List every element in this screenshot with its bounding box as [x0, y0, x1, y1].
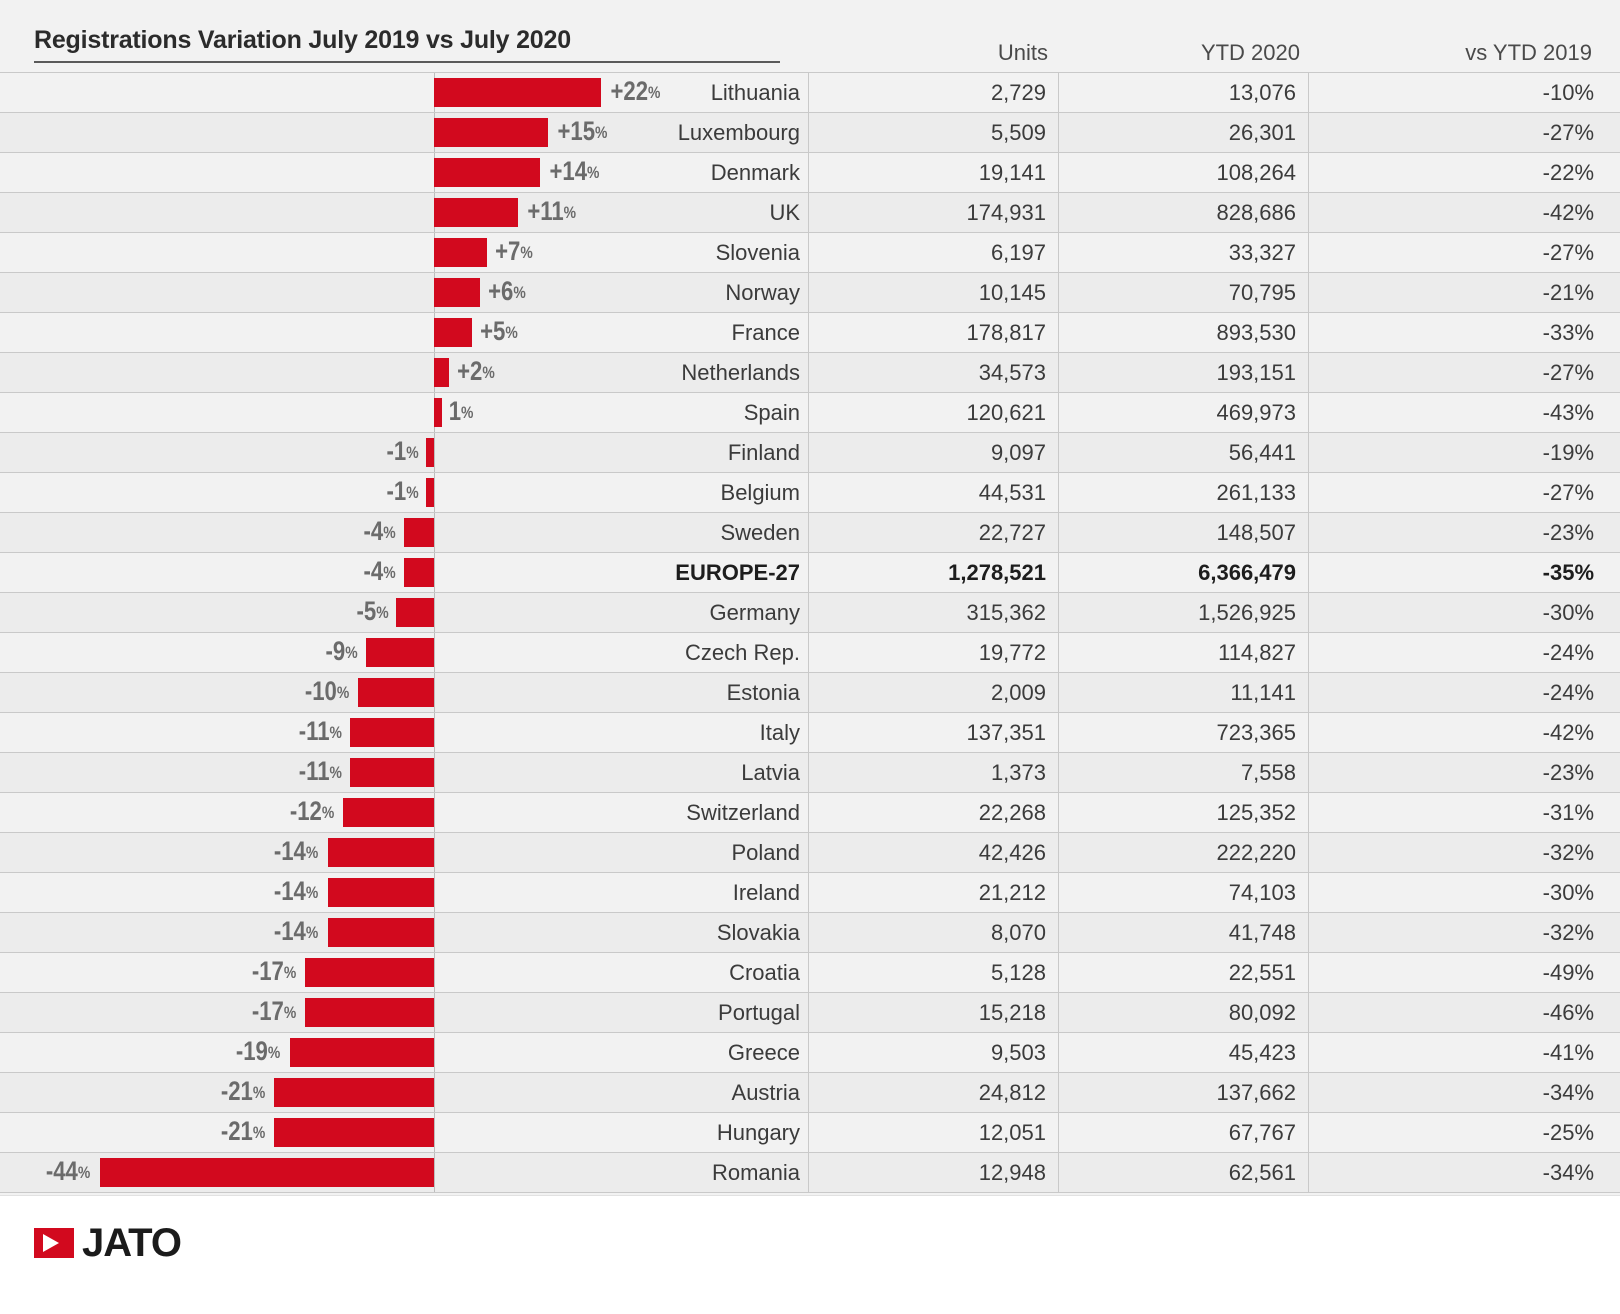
cell-ytd-2020: 56,441 [1058, 433, 1308, 472]
bar [434, 198, 518, 227]
cell-units: 42,426 [808, 833, 1058, 872]
zero-axis-line [434, 473, 435, 512]
cell-vs-ytd-2019: -19% [1308, 433, 1620, 472]
table-row [0, 1073, 1620, 1113]
cell-units: 5,128 [808, 953, 1058, 992]
zero-axis-line [434, 753, 435, 792]
cell-ytd-2020: 137,662 [1058, 1073, 1308, 1112]
bar-cell [0, 953, 808, 992]
cell-units: 22,268 [808, 793, 1058, 832]
bar-cell [0, 993, 808, 1032]
bar-cell [0, 1153, 808, 1192]
country-label: Croatia [729, 960, 800, 985]
bar-value-label: -17% [251, 956, 296, 986]
bar-value-label: +15% [557, 116, 608, 146]
zero-axis-line [434, 993, 435, 1032]
table-row [0, 953, 1620, 993]
cell-units: 120,621 [808, 393, 1058, 432]
cell-units: 137,351 [808, 713, 1058, 752]
cell-units: 24,812 [808, 1073, 1058, 1112]
bar-value-label: +11% [526, 196, 576, 226]
bar-cell [0, 913, 808, 952]
country-label: Poland [731, 840, 800, 865]
bar [358, 678, 434, 707]
cell-ytd-2020: 828,686 [1058, 193, 1308, 232]
cell-vs-ytd-2019: -49% [1308, 953, 1620, 992]
cell-vs-ytd-2019: -41% [1308, 1033, 1620, 1072]
bar-value-label: 1% [448, 396, 474, 426]
cell-units: 1,278,521 [808, 553, 1058, 592]
bar [434, 278, 480, 307]
bar [434, 118, 548, 147]
cell-vs-ytd-2019: -34% [1308, 1073, 1620, 1112]
bar-value-label: -21% [221, 1116, 266, 1146]
table-row [0, 433, 1620, 473]
zero-axis-line [434, 793, 435, 832]
bar [426, 478, 434, 507]
bar [100, 1158, 434, 1187]
cell-vs-ytd-2019: -21% [1308, 273, 1620, 312]
country-label: Slovakia [716, 920, 800, 945]
bar-cell [0, 473, 808, 512]
country-label: Norway [725, 280, 800, 305]
cell-ytd-2020: 193,151 [1058, 353, 1308, 392]
cell-ytd-2020: 6,366,479 [1058, 553, 1308, 592]
country-label: France [731, 320, 800, 345]
country-label: Ireland [732, 880, 800, 905]
cell-units: 19,772 [808, 633, 1058, 672]
country-label: EUROPE-27 [675, 560, 800, 585]
table-row [0, 273, 1620, 313]
title-divider [34, 61, 780, 63]
table-row [0, 1033, 1620, 1073]
cell-vs-ytd-2019: -22% [1308, 153, 1620, 192]
country-label: Italy [759, 720, 800, 745]
bar [366, 638, 434, 667]
bar-value-label: +5% [480, 316, 518, 346]
bar-value-label: +7% [495, 236, 533, 266]
table-row [0, 193, 1620, 233]
bar-cell [0, 393, 808, 432]
bar-value-label: -21% [221, 1076, 266, 1106]
cell-ytd-2020: 723,365 [1058, 713, 1308, 752]
column-header-ytd-2020: YTD 2020 [1200, 40, 1300, 65]
bar-value-label: +14% [549, 156, 600, 186]
cell-vs-ytd-2019: -25% [1308, 1113, 1620, 1152]
table-row [0, 393, 1620, 433]
cell-units: 22,727 [808, 513, 1058, 552]
bar [434, 398, 442, 427]
country-label: Czech Rep. [685, 640, 800, 665]
cell-ytd-2020: 125,352 [1058, 793, 1308, 832]
bar-value-label: -1% [386, 436, 419, 466]
footer [0, 1195, 1620, 1314]
cell-units: 178,817 [808, 313, 1058, 352]
cell-ytd-2020: 26,301 [1058, 113, 1308, 152]
cell-units: 9,097 [808, 433, 1058, 472]
country-label: Spain [743, 400, 800, 425]
zero-axis-line [434, 1033, 435, 1072]
table-row [0, 313, 1620, 353]
bar [434, 78, 601, 107]
bar-cell [0, 313, 808, 352]
bar-value-label: -11% [298, 716, 342, 746]
cell-units: 34,573 [808, 353, 1058, 392]
cell-vs-ytd-2019: -23% [1308, 513, 1620, 552]
cell-units: 44,531 [808, 473, 1058, 512]
zero-axis-line [434, 1153, 435, 1192]
bar-value-label: -5% [356, 596, 389, 626]
table-row [0, 513, 1620, 553]
page-title: Registrations Variation July 2019 vs July 2020 [34, 26, 571, 54]
bar-value-label: -11% [298, 756, 342, 786]
cell-vs-ytd-2019: -42% [1308, 713, 1620, 752]
country-label: Netherlands [681, 360, 800, 385]
cell-units: 174,931 [808, 193, 1058, 232]
bar-cell [0, 633, 808, 672]
cell-units: 315,362 [808, 593, 1058, 632]
zero-axis-line [434, 913, 435, 952]
cell-ytd-2020: 13,076 [1058, 73, 1308, 112]
bar-value-label: +2% [457, 356, 495, 386]
table-row [0, 553, 1620, 593]
cell-vs-ytd-2019: -27% [1308, 233, 1620, 272]
table-row [0, 1153, 1620, 1193]
zero-axis-line [434, 833, 435, 872]
bar-cell [0, 713, 808, 752]
cell-ytd-2020: 22,551 [1058, 953, 1308, 992]
cell-units: 1,373 [808, 753, 1058, 792]
zero-axis-line [434, 713, 435, 752]
bar-value-label: -4% [363, 516, 397, 546]
cell-ytd-2020: 1,526,925 [1058, 593, 1308, 632]
cell-ytd-2020: 70,795 [1058, 273, 1308, 312]
country-label: Sweden [720, 520, 800, 545]
bar-cell [0, 593, 808, 632]
cell-ytd-2020: 222,220 [1058, 833, 1308, 872]
bar-cell [0, 793, 808, 832]
country-label: Luxembourg [677, 120, 800, 145]
bar [434, 238, 487, 267]
bar [274, 1118, 434, 1147]
country-label: Denmark [710, 160, 800, 185]
cell-ytd-2020: 7,558 [1058, 753, 1308, 792]
cell-ytd-2020: 148,507 [1058, 513, 1308, 552]
bar-cell [0, 113, 808, 152]
country-label: Estonia [726, 680, 800, 705]
country-label: Austria [731, 1080, 800, 1105]
country-label: Latvia [741, 760, 800, 785]
bar-cell [0, 833, 808, 872]
table-row [0, 713, 1620, 753]
table-row [0, 473, 1620, 513]
cell-units: 5,509 [808, 113, 1058, 152]
cell-units: 21,212 [808, 873, 1058, 912]
table-row [0, 73, 1620, 113]
cell-vs-ytd-2019: -27% [1308, 473, 1620, 512]
chart-rows [0, 72, 1620, 1193]
zero-axis-line [434, 433, 435, 472]
bar-cell [0, 673, 808, 712]
cell-vs-ytd-2019: -42% [1308, 193, 1620, 232]
bar [305, 958, 434, 987]
zero-axis-line [434, 553, 435, 592]
zero-axis-line [434, 953, 435, 992]
cell-ytd-2020: 67,767 [1058, 1113, 1308, 1152]
bar [350, 758, 434, 787]
country-label: UK [769, 200, 800, 225]
cell-vs-ytd-2019: -32% [1308, 833, 1620, 872]
cell-vs-ytd-2019: -32% [1308, 913, 1620, 952]
bar-cell [0, 753, 808, 792]
cell-vs-ytd-2019: -24% [1308, 673, 1620, 712]
table-row [0, 793, 1620, 833]
country-label: Greece [727, 1040, 800, 1065]
bar [426, 438, 434, 467]
cell-units: 9,503 [808, 1033, 1058, 1072]
column-header-vs-ytd-2019: vs YTD 2019 [1465, 40, 1592, 65]
bar-cell [0, 1033, 808, 1072]
bar-value-label: -9% [325, 636, 359, 666]
cell-ytd-2020: 893,530 [1058, 313, 1308, 352]
table-row [0, 753, 1620, 793]
table-row [0, 913, 1620, 953]
bar-value-label: -17% [251, 996, 296, 1026]
country-label: Lithuania [710, 80, 800, 105]
cell-vs-ytd-2019: -27% [1308, 113, 1620, 152]
bar [274, 1078, 434, 1107]
table-row [0, 833, 1620, 873]
country-label: Belgium [720, 480, 800, 505]
zero-axis-line [434, 633, 435, 672]
cell-units: 2,009 [808, 673, 1058, 712]
bar-value-label: -19% [236, 1036, 281, 1066]
zero-axis-line [434, 673, 435, 712]
zero-axis-line [434, 513, 435, 552]
bar-cell [0, 153, 808, 192]
bar [328, 918, 434, 947]
country-label: Hungary [716, 1120, 800, 1145]
bar-value-label: -14% [274, 836, 319, 866]
bar-cell [0, 193, 808, 232]
bar [434, 318, 472, 347]
cell-vs-ytd-2019: -43% [1308, 393, 1620, 432]
table-row [0, 993, 1620, 1033]
bar-cell [0, 513, 808, 552]
table-row [0, 633, 1620, 673]
country-label: Slovenia [715, 240, 800, 265]
cell-units: 2,729 [808, 73, 1058, 112]
table-row [0, 113, 1620, 153]
table-row [0, 1113, 1620, 1153]
cell-vs-ytd-2019: -27% [1308, 353, 1620, 392]
bar [328, 838, 434, 867]
bar-value-label: +6% [487, 276, 526, 306]
cell-ytd-2020: 80,092 [1058, 993, 1308, 1032]
jato-logo-text: JATO [82, 1221, 181, 1265]
cell-units: 19,141 [808, 153, 1058, 192]
table-row [0, 153, 1620, 193]
bar [396, 598, 434, 627]
cell-ytd-2020: 11,141 [1058, 673, 1308, 712]
bar-value-label: -4% [363, 556, 397, 586]
bar [434, 358, 449, 387]
table-row [0, 233, 1620, 273]
bar-cell [0, 233, 808, 272]
cell-ytd-2020: 114,827 [1058, 633, 1308, 672]
country-label: Germany [709, 600, 800, 625]
bar-cell [0, 73, 808, 112]
bar-value-label: +22% [610, 76, 661, 106]
cell-ytd-2020: 108,264 [1058, 153, 1308, 192]
bar-cell [0, 273, 808, 312]
cell-vs-ytd-2019: -30% [1308, 873, 1620, 912]
bar [404, 518, 434, 547]
cell-units: 6,197 [808, 233, 1058, 272]
bar [305, 998, 434, 1027]
cell-vs-ytd-2019: -24% [1308, 633, 1620, 672]
table-row [0, 593, 1620, 633]
cell-ytd-2020: 261,133 [1058, 473, 1308, 512]
cell-units: 12,948 [808, 1153, 1058, 1192]
zero-axis-line [434, 873, 435, 912]
cell-vs-ytd-2019: -46% [1308, 993, 1620, 1032]
bar [343, 798, 434, 827]
zero-axis-line [434, 1073, 435, 1112]
zero-axis-line [434, 1113, 435, 1152]
bar-value-label: -10% [304, 676, 350, 706]
cell-vs-ytd-2019: -34% [1308, 1153, 1620, 1192]
cell-vs-ytd-2019: -35% [1308, 553, 1620, 592]
cell-units: 10,145 [808, 273, 1058, 312]
cell-ytd-2020: 45,423 [1058, 1033, 1308, 1072]
cell-vs-ytd-2019: -23% [1308, 753, 1620, 792]
country-label: Romania [711, 1160, 800, 1185]
jato-logo [34, 1221, 181, 1265]
cell-ytd-2020: 62,561 [1058, 1153, 1308, 1192]
bar-value-label: -44% [46, 1156, 91, 1186]
cell-vs-ytd-2019: -33% [1308, 313, 1620, 352]
bar-value-label: -14% [274, 876, 319, 906]
cell-ytd-2020: 33,327 [1058, 233, 1308, 272]
bar [434, 158, 540, 187]
cell-units: 8,070 [808, 913, 1058, 952]
cell-units: 12,051 [808, 1113, 1058, 1152]
bar-cell [0, 1113, 808, 1152]
bar [290, 1038, 434, 1067]
country-label: Portugal [718, 1000, 800, 1025]
bar-value-label: -12% [289, 796, 334, 826]
bar [404, 558, 434, 587]
cell-units: 15,218 [808, 993, 1058, 1032]
cell-ytd-2020: 41,748 [1058, 913, 1308, 952]
cell-ytd-2020: 469,973 [1058, 393, 1308, 432]
bar-cell [0, 353, 808, 392]
cell-vs-ytd-2019: -31% [1308, 793, 1620, 832]
country-label: Switzerland [686, 800, 800, 825]
country-label: Finland [727, 440, 800, 465]
zero-axis-line [434, 593, 435, 632]
bar-cell [0, 1073, 808, 1112]
table-row [0, 353, 1620, 393]
bar-value-label: -1% [386, 476, 419, 506]
bar-cell [0, 873, 808, 912]
bar-cell [0, 553, 808, 592]
cell-vs-ytd-2019: -10% [1308, 73, 1620, 112]
bar-value-label: -14% [274, 916, 319, 946]
cell-ytd-2020: 74,103 [1058, 873, 1308, 912]
bar [328, 878, 434, 907]
bar [350, 718, 434, 747]
table-row [0, 873, 1620, 913]
chart-header [0, 0, 1620, 68]
column-header-units: Units [997, 40, 1048, 65]
cell-vs-ytd-2019: -30% [1308, 593, 1620, 632]
jato-arrow-icon [34, 1228, 74, 1258]
bar-cell [0, 433, 808, 472]
table-row [0, 673, 1620, 713]
